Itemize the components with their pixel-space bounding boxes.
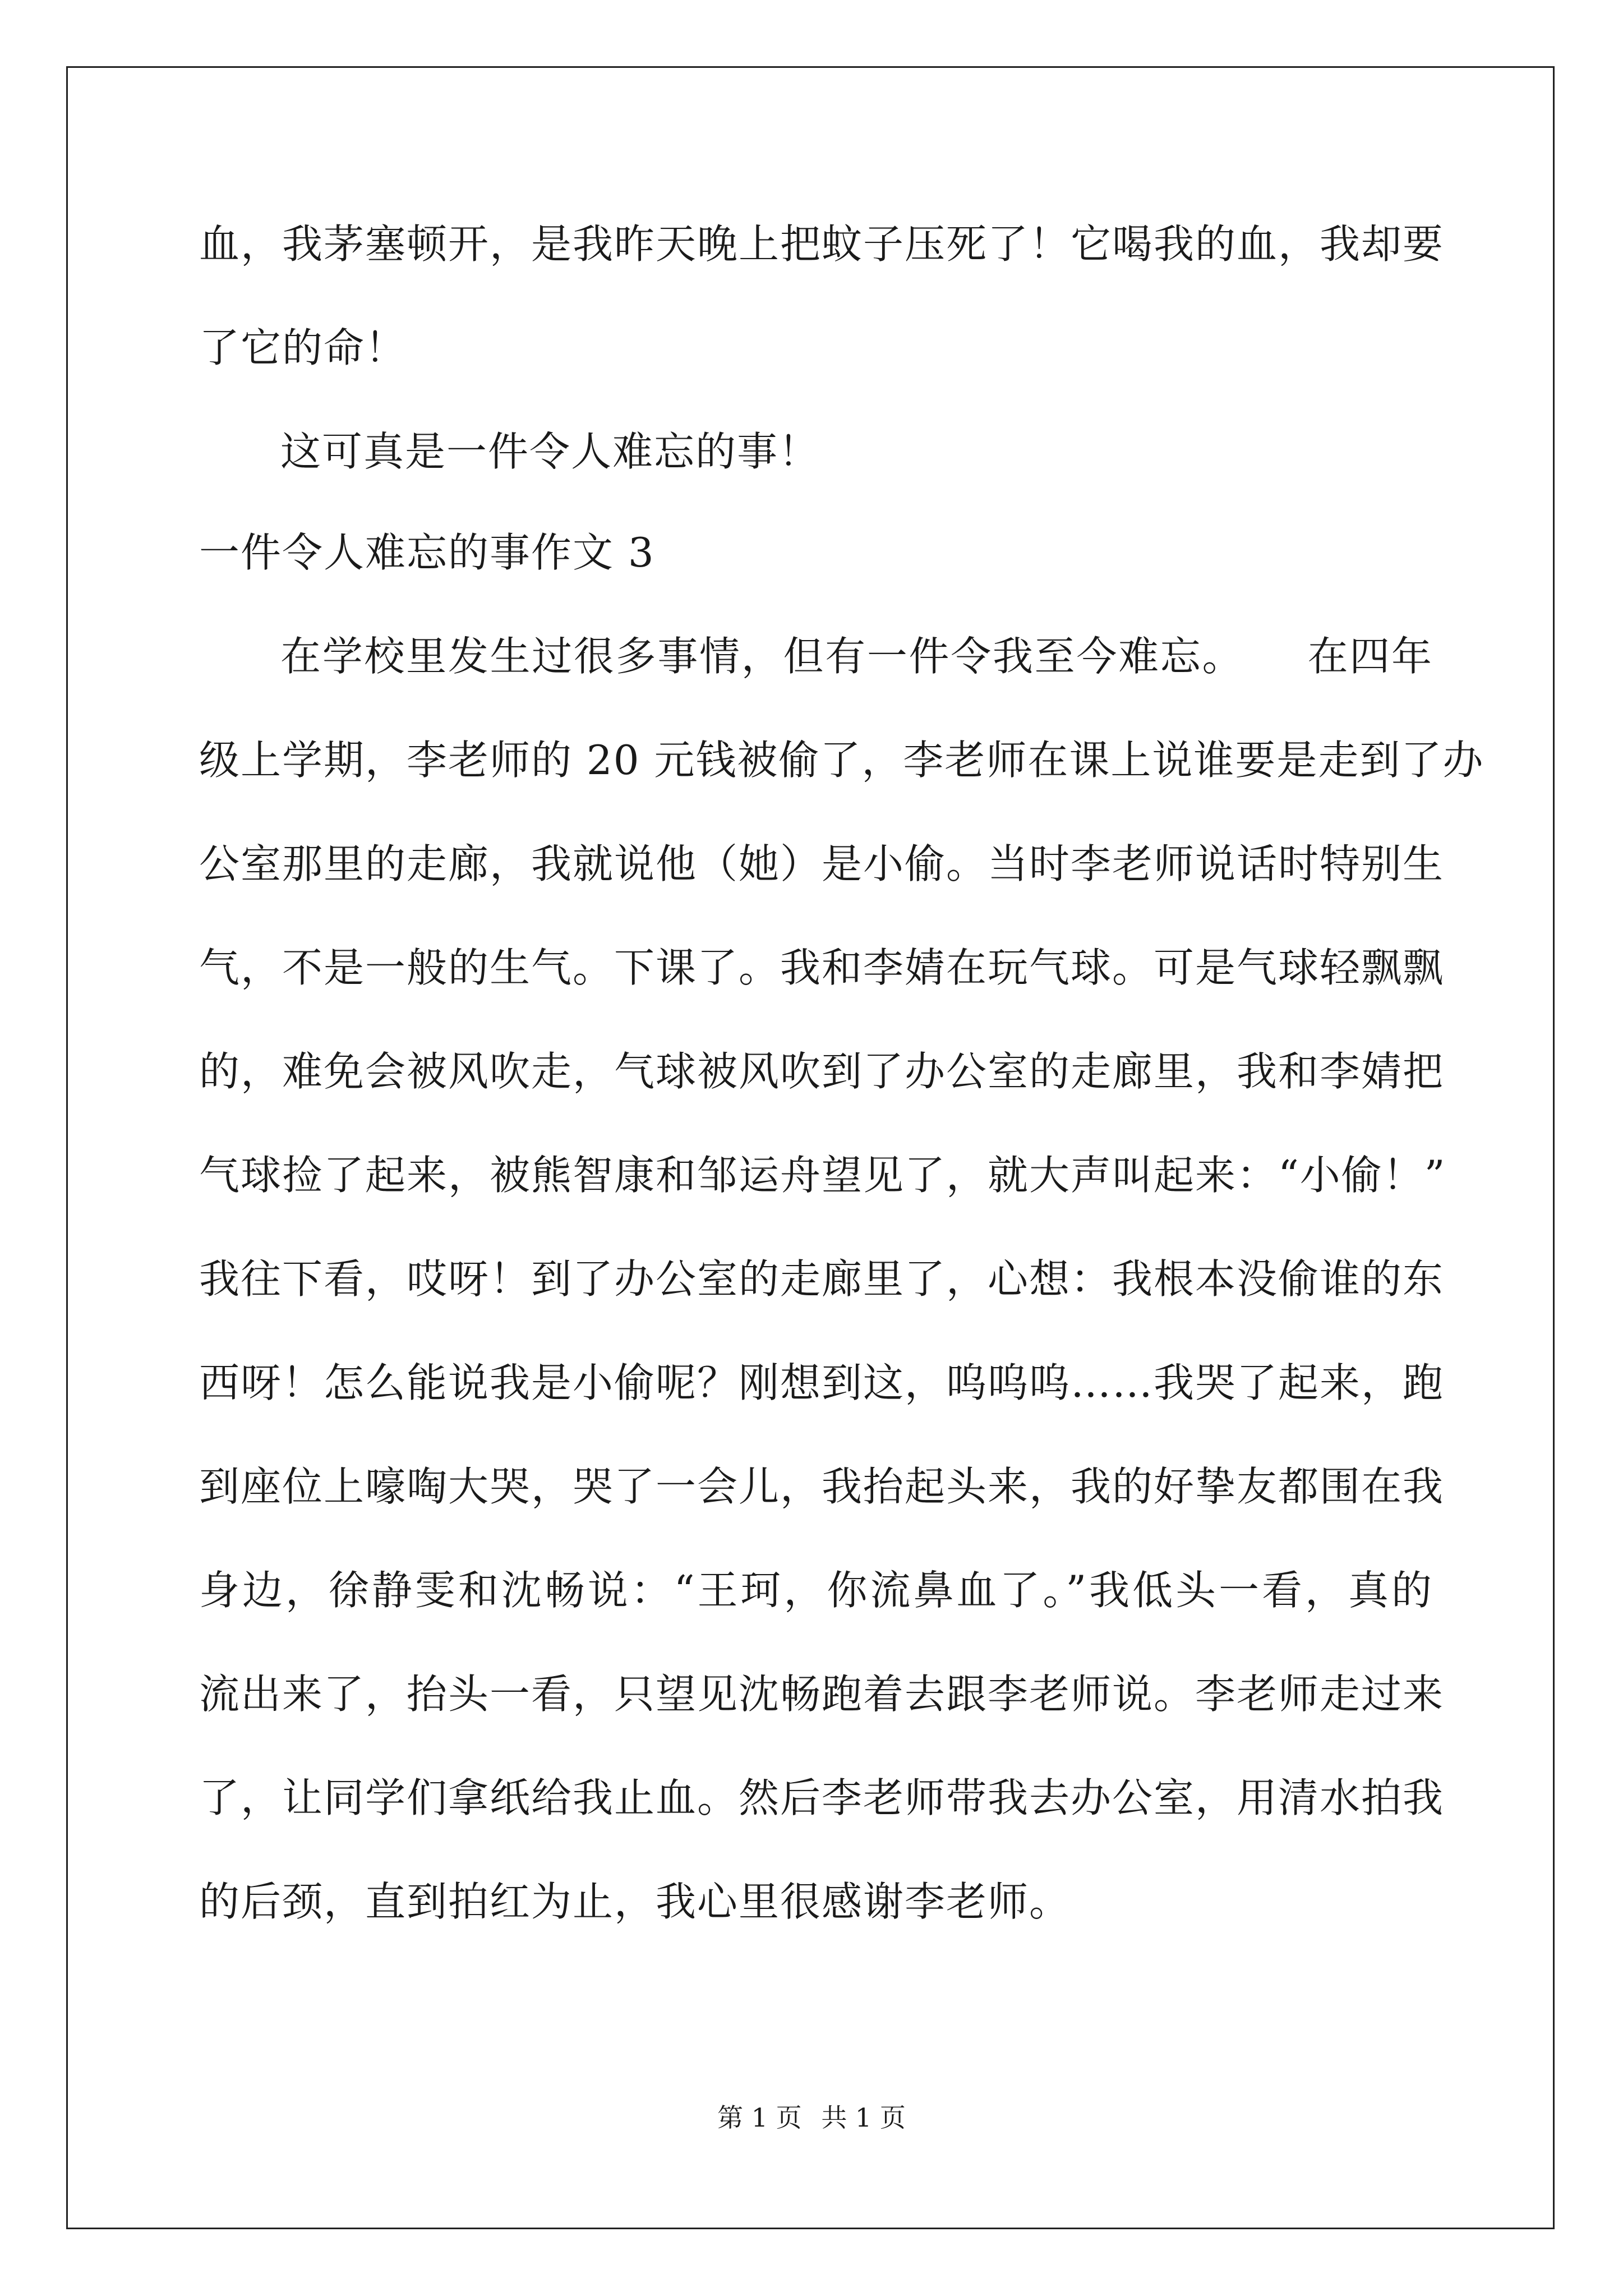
page-total: 共 1 页	[821, 2102, 906, 2133]
body-line: 血，我茅塞顿开，是我昨天晚上把蚊子压死了！它喝我的血，我却要	[199, 220, 1445, 268]
body-line: 西呀！怎么能说我是小偷呢？刚想到这，呜呜呜……我哭了起来，跑	[199, 1359, 1445, 1406]
body-line: 级上学期，李老师的 20 元钱被偷了，李老师在课上说谁要是走到了办	[199, 737, 1484, 784]
body-line: 到座位上嚎啕大哭，哭了一会儿，我抬起头来，我的好挚友都围在我	[199, 1463, 1445, 1510]
body-line: 的，难免会被风吹走，气球被风吹到了办公室的走廊里，我和李婧把	[199, 1048, 1445, 1095]
paragraph-line: 在学校里发生过很多事情，但有一件令我至今难忘。 在四年	[280, 633, 1433, 680]
section-heading: 一件令人难忘的事作文 3	[199, 529, 655, 576]
body-line: 流出来了，抬头一看，只望见沈畅跑着去跟李老师说。李老师走过来	[199, 1671, 1445, 1718]
body-line: 了它的命！	[199, 324, 407, 371]
body-line: 气球捡了起来，被熊智康和邹运舟望见了，就大声叫起来：“小偷！”	[199, 1152, 1446, 1199]
body-line: 公室那里的走廊，我就说他（她）是小偷。当时李老师说话时特别生	[199, 840, 1445, 887]
page-footer	[0, 2101, 1623, 2134]
body-line: 气，不是一般的生气。下课了。我和李婧在玩气球。可是气球轻飘飘	[199, 944, 1445, 991]
body-line: 的后颈，直到拍红为止，我心里很感谢李老师。	[199, 1878, 1071, 1925]
paragraph-line: 这可真是一件令人难忘的事！	[280, 428, 820, 475]
body-line: 我往下看，哎呀！到了办公室的走廊里了，心想：我根本没偷谁的东	[199, 1255, 1445, 1303]
body-line: 身边，徐静雯和沈畅说：“王珂，你流鼻血了。”我低头一看，真的	[199, 1567, 1433, 1614]
page-number: 第 1 页	[717, 2102, 802, 2133]
body-line: 了，让同学们拿纸给我止血。然后李老师带我去办公室，用清水拍我	[199, 1774, 1445, 1821]
